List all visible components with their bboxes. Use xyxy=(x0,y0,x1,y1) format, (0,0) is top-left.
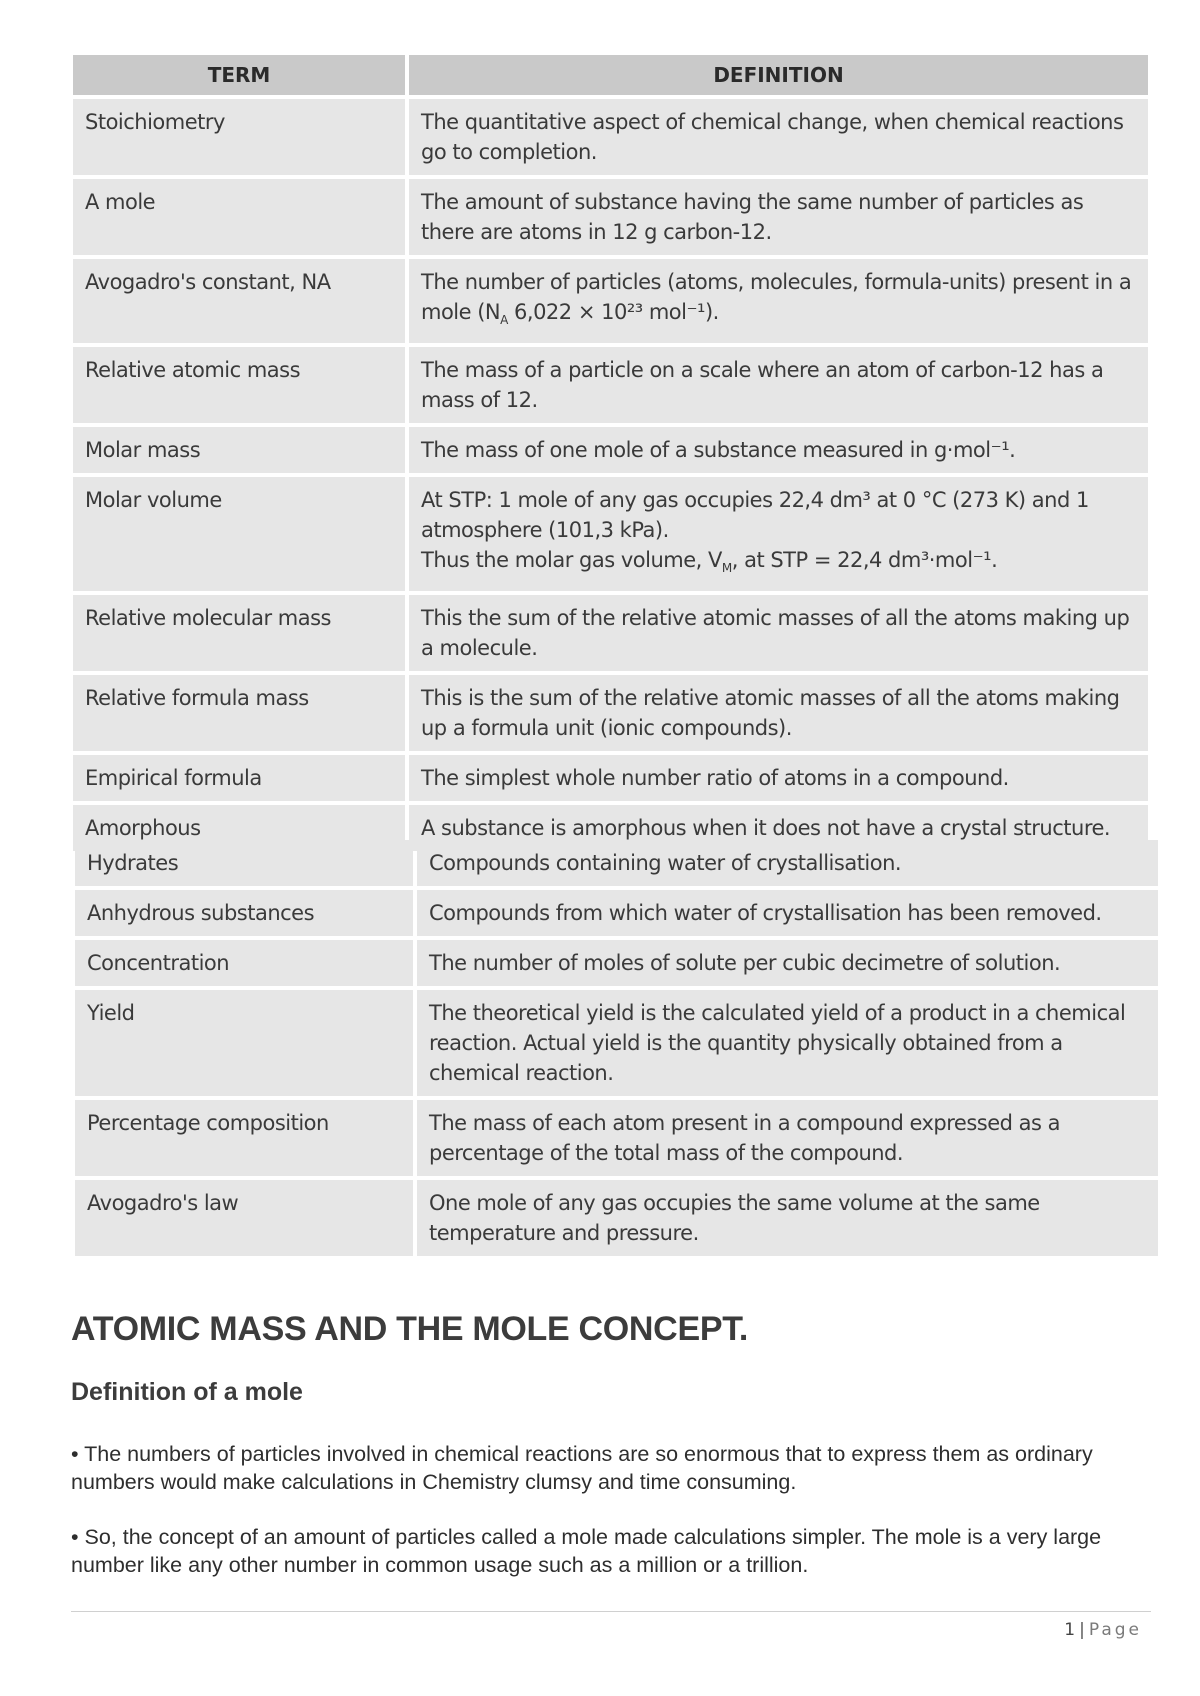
definition-cell: The mass of each atom present in a compound expressed as a percentage of the total mass of the compound. xyxy=(417,1100,1158,1176)
table-row xyxy=(75,840,1158,886)
definition-text: At STP: 1 mole of any gas occupies 22,4 dm³ at 0 °C (273 K) and 1 atmosphere (101,3 kPa). xyxy=(421,488,1089,543)
definition-text: The number of particles (atoms, molecules, formula-units) present in a mole (N xyxy=(421,270,1132,324)
term-cell: Amorphous xyxy=(73,805,405,851)
definition-cell: This the sum of the relative atomic masses of all the atoms making up a molecule. xyxy=(409,595,1148,671)
definition-cell: The simplest whole number ratio of atoms in a compound. xyxy=(409,755,1148,801)
table-row xyxy=(75,1100,1158,1176)
definition-line-2 xyxy=(421,545,1136,583)
table-row xyxy=(73,259,1148,343)
table-row xyxy=(73,595,1148,671)
term-cell: Molar volume xyxy=(73,477,405,591)
term-cell: Avogadro's constant, NA xyxy=(73,259,405,343)
table-row xyxy=(75,890,1158,936)
term-cell: A mole xyxy=(73,179,405,255)
definition-cell: The number of moles of solute per cubic decimetre of solution. xyxy=(417,940,1158,986)
term-cell: Anhydrous substances xyxy=(75,890,413,936)
page-label: Page xyxy=(1088,1620,1142,1640)
term-column-header: TERM xyxy=(73,55,405,95)
table-row xyxy=(75,1180,1158,1256)
table-row xyxy=(73,477,1148,591)
term-cell: Stoichiometry xyxy=(73,99,405,175)
glossary-table-part-2 xyxy=(71,836,1162,1260)
definition-cell: The mass of a particle on a scale where an atom of carbon-12 has a mass of 12. xyxy=(409,347,1148,423)
definition-cell: The mass of one mole of a substance measured in g·mol⁻¹. xyxy=(409,427,1148,473)
table-row xyxy=(75,990,1158,1096)
section-subheading: Definition of a mole xyxy=(71,1378,303,1406)
term-cell: Relative atomic mass xyxy=(73,347,405,423)
section-heading: ATOMIC MASS AND THE MOLE CONCEPT. xyxy=(71,1310,749,1348)
table-row xyxy=(73,427,1148,473)
term-cell: Concentration xyxy=(75,940,413,986)
definition-cell: Compounds from which water of crystallisation has been removed. xyxy=(417,890,1158,936)
table-row xyxy=(75,940,1158,986)
definition-text-tail: 6,022 × 10²³ mol⁻¹). xyxy=(507,300,719,324)
definition-column-header: DEFINITION xyxy=(409,55,1148,95)
table-row xyxy=(73,99,1148,175)
term-cell: Relative formula mass xyxy=(73,675,405,751)
definition-cell: The theoretical yield is the calculated yield of a product in a chemical reaction. Actual yield is the quantity physically obtained from a chemical reaction. xyxy=(417,990,1158,1096)
definition-line-2-tail: , at STP = 22,4 dm³·mol⁻¹. xyxy=(731,548,998,573)
term-cell: Relative molecular mass xyxy=(73,595,405,671)
subscript-m: M xyxy=(721,561,732,576)
table-row xyxy=(73,755,1148,801)
subscript-a: A xyxy=(500,313,508,328)
page-footer xyxy=(1064,1620,1142,1640)
glossary-table-part-1 xyxy=(69,51,1152,855)
term-cell: Empirical formula xyxy=(73,755,405,801)
term-cell: Molar mass xyxy=(73,427,405,473)
term-cell: Avogadro's law xyxy=(75,1180,413,1256)
definition-cell xyxy=(409,477,1148,591)
definition-cell: A substance is amorphous when it does not have a crystal structure. xyxy=(409,805,1148,851)
definition-cell: One mole of any gas occupies the same volume at the same temperature and pressure. xyxy=(417,1180,1158,1256)
table-header-row xyxy=(73,55,1148,95)
definition-line-2-text: Thus the molar gas volume, V xyxy=(421,548,722,573)
table-row xyxy=(73,675,1148,751)
definition-cell: The amount of substance having the same number of particles as there are atoms in 12 g carbon-12. xyxy=(409,179,1148,255)
paragraph: • The numbers of particles involved in chemical reactions are so enormous that to express them as ordinary numbers would make calculations in Chemistry clumsy and time consuming. xyxy=(71,1442,1093,1494)
definition-cell: The quantitative aspect of chemical change, when chemical reactions go to completion. xyxy=(409,99,1148,175)
term-cell: Percentage composition xyxy=(75,1100,413,1176)
term-cell: Hydrates xyxy=(75,840,413,886)
table-row xyxy=(73,347,1148,423)
term-cell: Yield xyxy=(75,990,413,1096)
definition-cell: Compounds containing water of crystallisation. xyxy=(417,840,1158,886)
footer-divider xyxy=(71,1611,1151,1612)
page-number: 1 xyxy=(1064,1620,1076,1640)
table-row xyxy=(73,179,1148,255)
definition-cell xyxy=(409,259,1148,343)
paragraph: • So, the concept of an amount of particles called a mole made calculations simpler. The mole is a very large number like any other number in common usage such as a million or a trillion. xyxy=(71,1525,1102,1577)
definition-cell: This is the sum of the relative atomic masses of all the atoms making up a formula unit (ionic compounds). xyxy=(409,675,1148,751)
footer-separator: | xyxy=(1079,1620,1085,1640)
